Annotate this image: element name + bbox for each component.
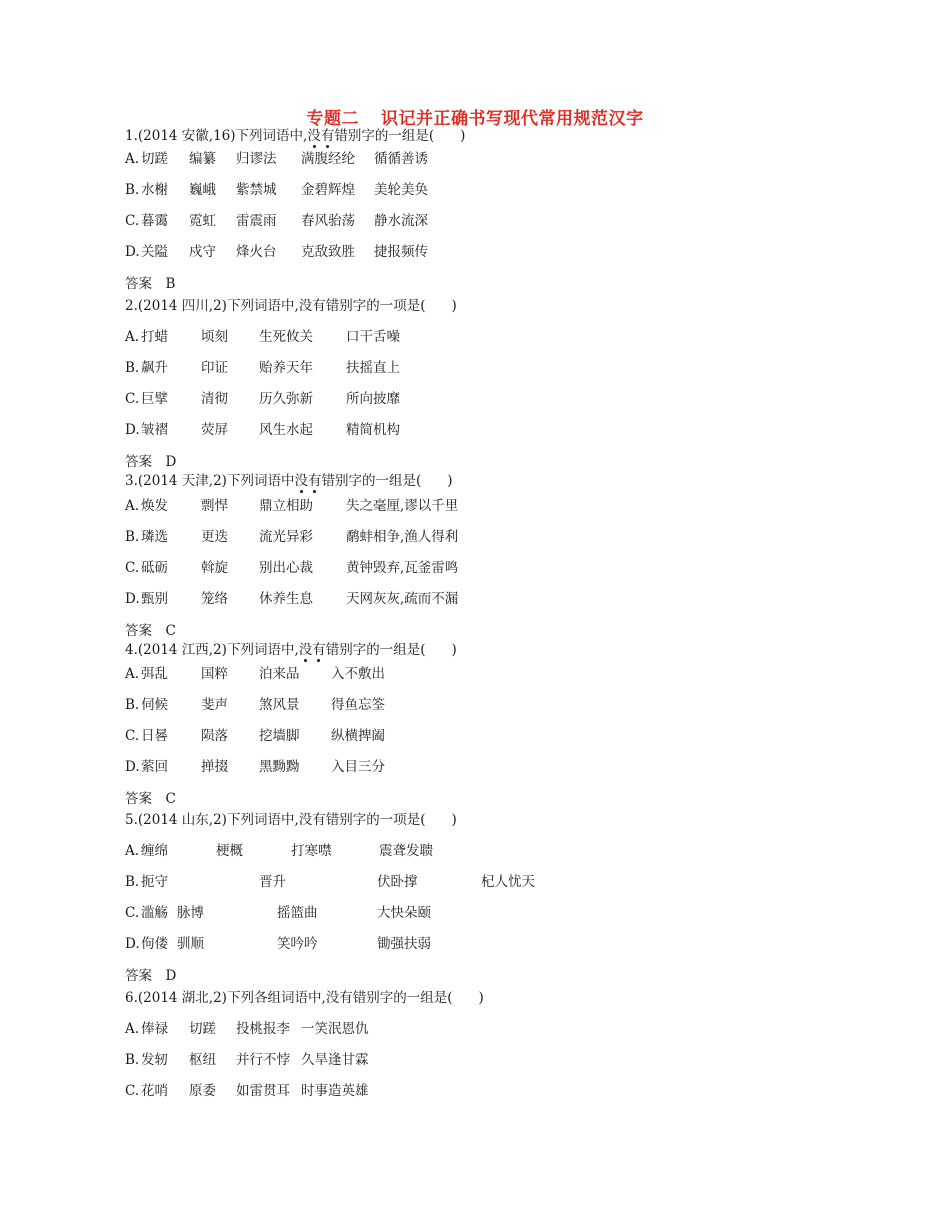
option-word: 梗概	[216, 843, 243, 859]
option-word: 花哨	[141, 1083, 168, 1099]
question-stem	[125, 472, 453, 490]
option-word: 滥觞	[141, 905, 168, 921]
option-word: 别出心裁	[259, 560, 313, 576]
question-stem	[125, 127, 465, 145]
option-label: A.	[125, 1021, 140, 1037]
option-word: 所向披靡	[346, 391, 400, 407]
option-word: 斡旋	[201, 560, 228, 576]
option-word: 打寒噤	[291, 843, 332, 859]
option-word: 掸掇	[201, 759, 228, 775]
option-word: 捷报频传	[374, 244, 428, 260]
question-stem	[125, 641, 457, 659]
option-word: 震聋发聩	[379, 843, 433, 859]
option-word: 编纂	[189, 151, 216, 167]
option-word: 荧屏	[201, 422, 228, 438]
option-word: 扼守	[141, 874, 168, 890]
question-stem	[125, 297, 457, 315]
option-word: 春风骀荡	[301, 213, 355, 229]
option-word: 原委	[189, 1083, 216, 1099]
option-label: A.	[125, 329, 140, 345]
option-label: C.	[125, 560, 140, 576]
option-word: 切蹉	[189, 1021, 216, 1037]
question-stem-text: )	[460, 128, 466, 144]
option-word: 鼎立相助	[259, 498, 313, 514]
emphasis-char: 没	[294, 473, 308, 489]
option-word: 鹬蚌相争,渔人得利	[346, 529, 459, 545]
option-word: 并行不悖	[236, 1052, 290, 1068]
option-word: 佝偻	[141, 936, 168, 952]
option-label: B.	[125, 182, 140, 198]
option-label: C.	[125, 213, 140, 229]
option-word: 杞人忧天	[481, 874, 535, 890]
option-word: 笑吟吟	[277, 936, 318, 952]
option-word: 戍守	[189, 244, 216, 260]
option-word: 时事造英雄	[301, 1083, 369, 1099]
page-title	[0, 104, 950, 129]
option-word: 砥砺	[141, 560, 168, 576]
option-word: 巨擘	[141, 391, 168, 407]
option-word: 驯顺	[177, 936, 204, 952]
title-subject: 识记并正确书写现代常用规范汉字	[381, 109, 644, 129]
option-word: 伺候	[141, 697, 168, 713]
question-stem-text: )	[478, 990, 484, 1006]
option-word: 黄钟毁弃,瓦釜雷鸣	[346, 560, 459, 576]
option-word: 纵横捭阖	[331, 728, 385, 744]
option-label: B.	[125, 529, 140, 545]
option-label: B.	[125, 697, 140, 713]
option-word: 归谬法	[236, 151, 277, 167]
option-word: 俸禄	[141, 1021, 168, 1037]
option-word: 金碧辉煌	[301, 182, 355, 198]
option-word: 久旱逢甘霖	[301, 1052, 369, 1068]
answer-line: 答案 C	[125, 791, 176, 807]
question-stem-text: 3.(2014 天津,2)下列词语中	[125, 473, 295, 489]
option-word: 风生水起	[259, 422, 313, 438]
option-word: 印证	[201, 360, 228, 376]
option-word: 休养生息	[259, 591, 313, 607]
question-stem-text: 2.(2014 四川,2)下列词语中,没有错别字的一项是(	[125, 298, 426, 314]
option-label: A.	[125, 666, 140, 682]
option-word: 口干舌噪	[346, 329, 400, 345]
option-word: 剽悍	[201, 498, 228, 514]
option-word: 泊来品	[259, 666, 300, 682]
question-stem-text: 错别字的一组是(	[325, 642, 426, 658]
option-word: 飙升	[141, 360, 168, 376]
option-word: 脉博	[177, 905, 204, 921]
question-stem	[125, 989, 484, 1007]
option-label: A.	[125, 498, 140, 514]
option-word: 晋升	[259, 874, 286, 890]
option-word: 大快朵颐	[377, 905, 431, 921]
option-word: 雷震雨	[236, 213, 277, 229]
option-word: 入不敷出	[331, 666, 385, 682]
option-label: B.	[125, 1052, 140, 1068]
option-label: B.	[125, 874, 140, 890]
option-word: 顷刻	[201, 329, 228, 345]
option-word: 如雷贯耳	[236, 1083, 290, 1099]
question-stem-text: )	[447, 473, 453, 489]
option-word: 更迭	[201, 529, 228, 545]
option-word: 烽火台	[236, 244, 277, 260]
option-word: 满腹经纶	[301, 151, 355, 167]
question-stem	[125, 811, 457, 829]
option-word: 摇篮曲	[277, 905, 318, 921]
option-word: 锄强扶弱	[377, 936, 431, 952]
option-word: 国粹	[201, 666, 228, 682]
option-word: 扶摇直上	[346, 360, 400, 376]
option-label: C.	[125, 1083, 140, 1099]
option-word: 挖墙脚	[259, 728, 300, 744]
option-word: 关隘	[141, 244, 168, 260]
option-word: 打蜡	[141, 329, 168, 345]
answer-line: 答案 D	[125, 454, 177, 470]
question-stem-text: )	[451, 642, 457, 658]
option-word: 切蹉	[141, 151, 168, 167]
option-word: 黑黝黝	[259, 759, 300, 775]
option-word: 皱褶	[141, 422, 168, 438]
option-word: 璘选	[141, 529, 168, 545]
option-word: 煞风景	[259, 697, 300, 713]
question-stem-text: 错别字的一组是(	[321, 473, 422, 489]
option-word: 贻养天年	[259, 360, 313, 376]
option-word: 入目三分	[331, 759, 385, 775]
emphasis-char: 没	[307, 128, 321, 144]
option-word: 霓虹	[189, 213, 216, 229]
question-stem-text: 错别字的一组是(	[334, 128, 435, 144]
option-word: 失之毫厘,谬以千里	[346, 498, 459, 514]
option-word: 生死攸关	[259, 329, 313, 345]
option-word: 伏卧撑	[377, 874, 418, 890]
option-word: 焕发	[141, 498, 168, 514]
option-word: 日晷	[141, 728, 168, 744]
option-word: 克敌致胜	[301, 244, 355, 260]
option-word: 枢纽	[189, 1052, 216, 1068]
option-word: 流光异彩	[259, 529, 313, 545]
answer-line: 答案 C	[125, 623, 176, 639]
option-word: 投桃报李	[236, 1021, 290, 1037]
option-label: D.	[125, 936, 140, 952]
question-stem-text: 4.(2014 江西,2)下列词语中,	[125, 642, 299, 658]
emphasis-char: 有	[307, 473, 322, 489]
option-label: D.	[125, 244, 140, 260]
option-word: 天网灰灰,疏而不漏	[346, 591, 459, 607]
option-word: 一笑泯恩仇	[301, 1021, 369, 1037]
option-word: 紫禁城	[236, 182, 277, 198]
option-word: 笼络	[201, 591, 228, 607]
question-stem-text: 6.(2014 湖北,2)下列各组词语中,没有错别字的一组是(	[125, 990, 453, 1006]
answer-line: 答案 D	[125, 968, 177, 984]
option-label: B.	[125, 360, 140, 376]
option-word: 美轮美奂	[374, 182, 428, 198]
emphasis-char: 有	[320, 128, 335, 144]
option-word: 水榭	[141, 182, 168, 198]
answer-line: 答案 B	[125, 276, 176, 292]
option-word: 静水流深	[374, 213, 428, 229]
option-word: 发轫	[141, 1052, 168, 1068]
question-stem-text: )	[451, 812, 457, 828]
option-word: 得鱼忘筌	[331, 697, 385, 713]
option-word: 甄别	[141, 591, 168, 607]
option-word: 缠绵	[141, 843, 168, 859]
option-word: 陨落	[201, 728, 228, 744]
option-word: 弭乱	[141, 666, 168, 682]
option-word: 循循善诱	[374, 151, 428, 167]
option-label: A.	[125, 151, 140, 167]
option-word: 斐声	[201, 697, 228, 713]
question-stem-text: 5.(2014 山东,2)下列词语中,没有错别字的一项是(	[125, 812, 426, 828]
emphasis-char: 有	[312, 642, 326, 658]
option-label: D.	[125, 422, 140, 438]
option-word: 清彻	[201, 391, 228, 407]
option-word: 精简机构	[346, 422, 400, 438]
title-topic: 专题二	[306, 109, 359, 129]
option-label: D.	[125, 591, 140, 607]
option-word: 暮霭	[141, 213, 168, 229]
option-word: 历久弥新	[259, 391, 313, 407]
option-label: C.	[125, 728, 140, 744]
option-label: A.	[125, 843, 140, 859]
option-word: 巍峨	[189, 182, 216, 198]
option-label: D.	[125, 759, 140, 775]
emphasis-char: 没	[298, 642, 313, 658]
option-label: C.	[125, 905, 140, 921]
option-word: 萦回	[141, 759, 168, 775]
question-stem-text: )	[451, 298, 457, 314]
option-label: C.	[125, 391, 140, 407]
question-stem-text: 1.(2014 安徽,16)下列词语中,	[125, 128, 308, 144]
